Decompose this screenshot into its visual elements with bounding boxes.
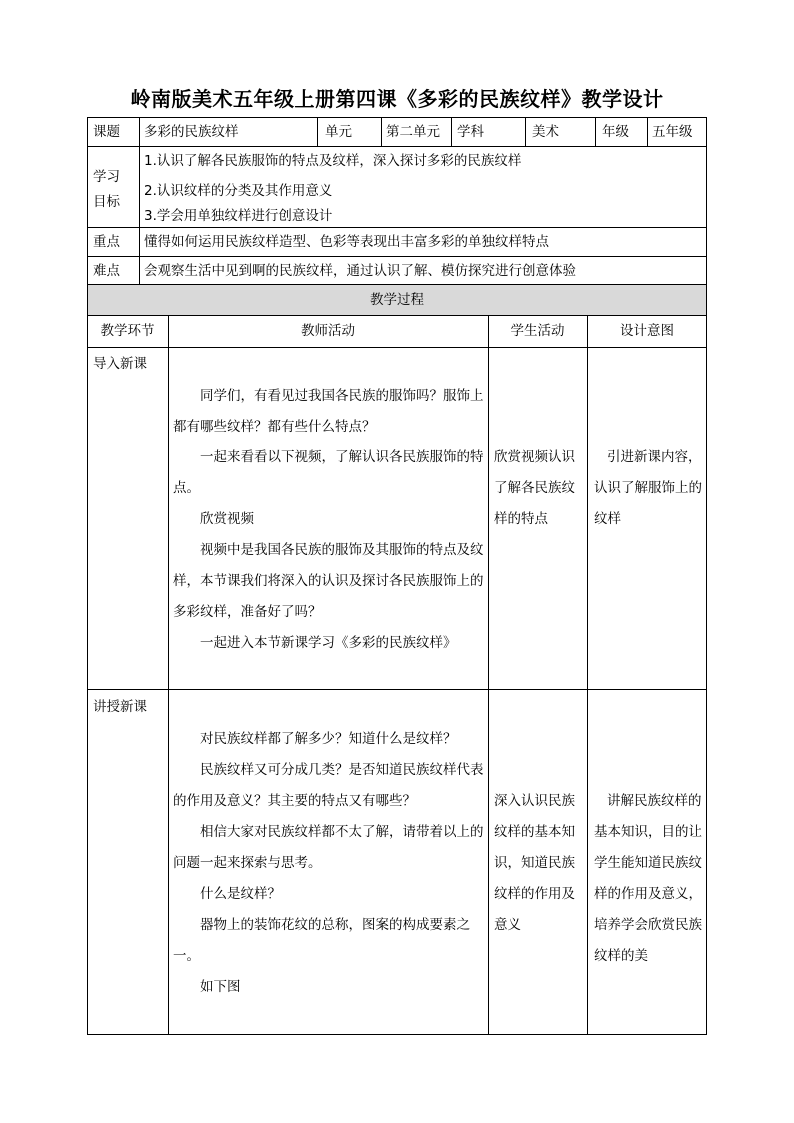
- objectives-label: 目标: [93, 194, 120, 210]
- table-rule: [87, 284, 707, 285]
- table-rule: [488, 315, 489, 1035]
- objective-item: 2.认识纹样的分类及其作用意义: [144, 183, 333, 199]
- table-rule: [587, 315, 588, 1035]
- table-rule: [317, 117, 318, 146]
- difficulty-text: 会观察生活中见到啊的民族纹样，通过认识了解、模仿探究进行创意体验: [144, 263, 576, 279]
- teacher-paragraph: 一起来看看以下视频，了解认识各民族服饰的特点。: [173, 449, 484, 496]
- table-rule: [381, 117, 382, 146]
- table-rule: [87, 117, 88, 1035]
- grade-value: 五年级: [652, 124, 693, 140]
- table-rule: [87, 227, 707, 228]
- objective-item: 1.认识了解各民族服饰的特点及纹样，深入探讨多彩的民族纹样: [144, 153, 522, 169]
- column-header: 教师活动: [301, 323, 355, 339]
- column-header: 学生活动: [510, 323, 565, 339]
- design-intent: 讲解民族纹样的基本知识，目的让学生能知道民族纹样的作用及意义，培养学会欣赏民族纹样的美: [594, 793, 702, 964]
- subject-value: 美术: [532, 124, 559, 140]
- key-point-text: 懂得如何运用民族纹样造型、色彩等表现出丰富多彩的单独纹样特点: [144, 234, 549, 250]
- table-rule: [595, 117, 596, 146]
- grade-label: 年级: [602, 124, 629, 140]
- table-rule: [87, 256, 707, 257]
- process-heading: 教学过程: [370, 292, 424, 308]
- column-header: 设计意图: [620, 323, 674, 339]
- table-rule: [451, 117, 452, 146]
- table-rule: [706, 117, 707, 1035]
- teacher-paragraph: 同学们，有看见过我国各民族的服饰吗？服饰上都有哪些纹样？都有些什么特点？: [173, 388, 484, 435]
- teacher-paragraph: 民族纹样又可分成几类？是否知道民族纹样代表的作用及意义？其主要的特点又有哪些？: [173, 762, 484, 809]
- unit-value: 第二单元: [386, 124, 440, 140]
- table-rule: [87, 117, 707, 118]
- objective-item: 3.学会用单独纹样进行创意设计: [144, 208, 333, 224]
- teacher-paragraph: 一起进入本节新课学习《多彩的民族纹样》: [200, 635, 457, 651]
- table-rule: [647, 117, 648, 146]
- table-rule: [87, 146, 707, 147]
- column-header: 教学环节: [100, 323, 155, 339]
- difficulty-label: 难点: [93, 263, 120, 279]
- subject-label: 学科: [457, 124, 484, 140]
- student-activity: 欣赏视频认识了解各民族纹样的特点: [494, 449, 575, 527]
- teacher-paragraph: 如下图: [200, 979, 241, 995]
- objectives-label: 学习: [93, 169, 120, 185]
- table-rule: [87, 315, 707, 316]
- teacher-paragraph: 欣赏视频: [200, 511, 254, 527]
- table-rule: [168, 315, 169, 1035]
- key-point-label: 重点: [93, 234, 120, 250]
- table-rule: [87, 689, 707, 690]
- table-rule: [87, 1034, 707, 1035]
- document-title: 岭南版美术五年级上册第四课《多彩的民族纹样》教学设计: [130, 87, 664, 111]
- teacher-paragraph: 器物上的装饰花纹的总称，图案的构成要素之一。: [173, 917, 470, 964]
- course-label: 课题: [93, 124, 120, 140]
- teacher-paragraph: 对民族纹样都了解多少？知道什么是纹样？: [200, 731, 457, 747]
- unit-label: 单元: [325, 124, 352, 140]
- stage-label: 讲授新课: [93, 699, 147, 715]
- table-rule: [525, 117, 526, 146]
- student-activity: 深入认识民族纹样的基本知识，知道民族纹样的作用及意义: [494, 793, 575, 933]
- table-rule: [139, 117, 140, 284]
- design-intent: 引进新课内容，认识了解服饰上的纹样: [594, 449, 702, 527]
- teacher-paragraph: 什么是纹样？: [200, 886, 281, 902]
- stage-label: 导入新课: [93, 356, 147, 372]
- table-rule: [87, 347, 707, 348]
- teacher-paragraph: 视频中是我国各民族的服饰及其服饰的特点及纹样，本节课我们将深入的认识及探讨各民族服饰上的多彩纹样，准备好了吗？: [173, 542, 484, 620]
- lesson-plan-table: [87, 117, 707, 1035]
- course-value: 多彩的民族纹样: [144, 124, 239, 140]
- teacher-paragraph: 相信大家对民族纹样都不太了解，请带着以上的问题一起来探索与思考。: [173, 824, 484, 871]
